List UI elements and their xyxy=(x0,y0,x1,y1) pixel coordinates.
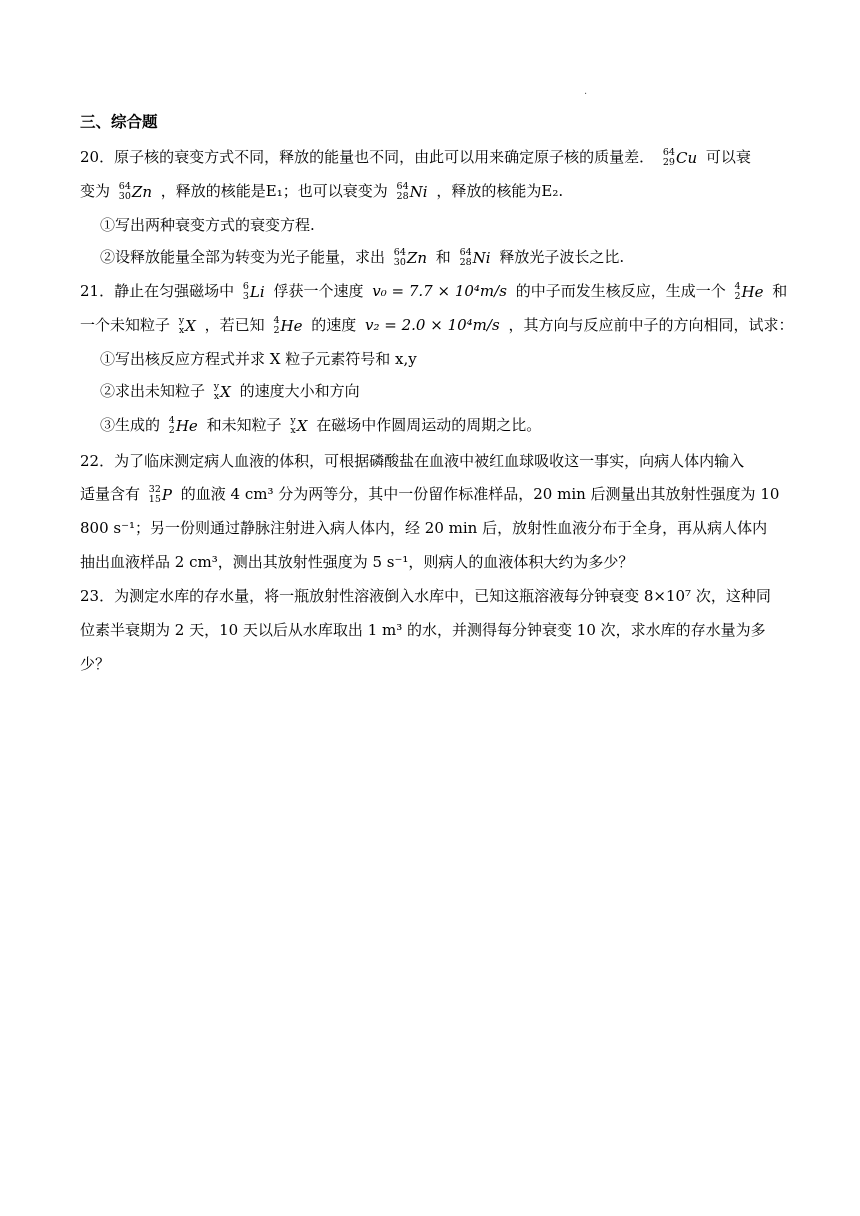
q22-line-2: 适量含有 32 15 P 的血液 4 cm³ 分为两等分，其中一份留作标准样品，20 min 后测量出其放射性强度为 10 xyxy=(80,484,780,505)
q21-line-2: 一个未知粒子 y x X ，若已知 4 2 He 的速度 v₂ = 2.0 × 10⁴m/s ，其方向与反应前中子的方向相同，试求： xyxy=(80,315,794,336)
q22-line-4: 抽出血液样品 2 cm³，测出其放射性强度为 5 s⁻¹，则病人的血液体积大约为多少？ xyxy=(80,553,634,571)
nuclide-cu-64: 64 29 Cu xyxy=(662,147,698,168)
nuclide-ni-64: 64 28 Ni xyxy=(396,181,428,202)
q22-line-3: 800 s⁻¹；另一份则通过静脉注射进入病人体内，经 20 min 后，放射性血液分布于全身，再从病人体内 xyxy=(80,519,768,537)
q20-sub-1: ①写出两种衰变方式的衰变方程. xyxy=(100,216,315,234)
nuclide-x-b: y x X xyxy=(213,381,231,402)
nuclide-x-c: y x X xyxy=(290,415,308,436)
q23-line-2: 位素半衰期为 2 天，10 天以后从水库取出 1 m³ 的水，并测得每分钟衰变 10 次，求水库的存水量为多 xyxy=(80,621,766,639)
q20-sub-2: ②设释放能量全部为转变为光子能量，求出 64 30 Zn 和 64 28 Ni 释放光子波长之比. xyxy=(100,247,625,268)
nuclide-ni-64-b: 64 28 Ni xyxy=(459,247,491,268)
q23-line-3: 少？ xyxy=(80,655,111,673)
q21-sub-1: ①写出核反应方程式并求 X 粒子元素符号和 x,y xyxy=(100,350,417,368)
nuclide-he-4-c: 4 2 He xyxy=(168,415,198,436)
nuclide-li-6: 6 3 Li xyxy=(242,281,265,302)
nuclide-he-4: 4 2 He xyxy=(734,281,764,302)
q22-line-1: 22．为了临床测定病人血液的体积，可根据磷酸盐在血液中被红血球吸收这一事实，向病人体内输入 xyxy=(80,452,745,470)
v0-expression: v₀ = 7.7 × 10⁴m/s xyxy=(372,282,507,300)
q23-line-1: 23．为测定水库的存水量，将一瓶放射性溶液倒入水库中，已知这瓶溶液每分钟衰变 8×10⁷ 次，这种同 xyxy=(80,587,771,605)
q21-sub-2: ②求出未知粒子 y x X 的速度大小和方向 xyxy=(100,381,360,402)
nuclide-zn-64-b: 64 30 Zn xyxy=(393,247,427,268)
nuclide-he-4-b: 4 2 He xyxy=(273,315,303,336)
nuclide-p-32: 32 15 P xyxy=(148,484,172,505)
q21-sub-3: ③生成的 4 2 He 和未知粒子 y x X 在磁场中作圆周运动的周期之比。 xyxy=(100,415,542,436)
section-title: 三、综合题 xyxy=(80,113,158,131)
nuclide-zn-64: 64 30 Zn xyxy=(118,181,152,202)
q20-line-2: 变为 64 30 Zn ，释放的核能是E₁；也可以衰变为 64 28 Ni ，释放的核能为E₂. xyxy=(80,181,564,202)
q20-line-1: 20．原子核的衰变方式不同，释放的能量也不同，由此可以用来确定原子核的质量差． 64 29 Cu 可以衰 xyxy=(80,147,751,168)
q21-line-1: 21．静止在匀强磁场中 6 3 Li 俘获一个速度 v₀ = 7.7 × 10⁴m/s 的中子而发生核反应，生成一个 4 2 He 和 xyxy=(80,281,788,302)
nuclide-x: y x X xyxy=(178,315,196,336)
header-dot: . xyxy=(584,86,588,97)
v2-expression: v₂ = 2.0 × 10⁴m/s xyxy=(365,316,500,334)
